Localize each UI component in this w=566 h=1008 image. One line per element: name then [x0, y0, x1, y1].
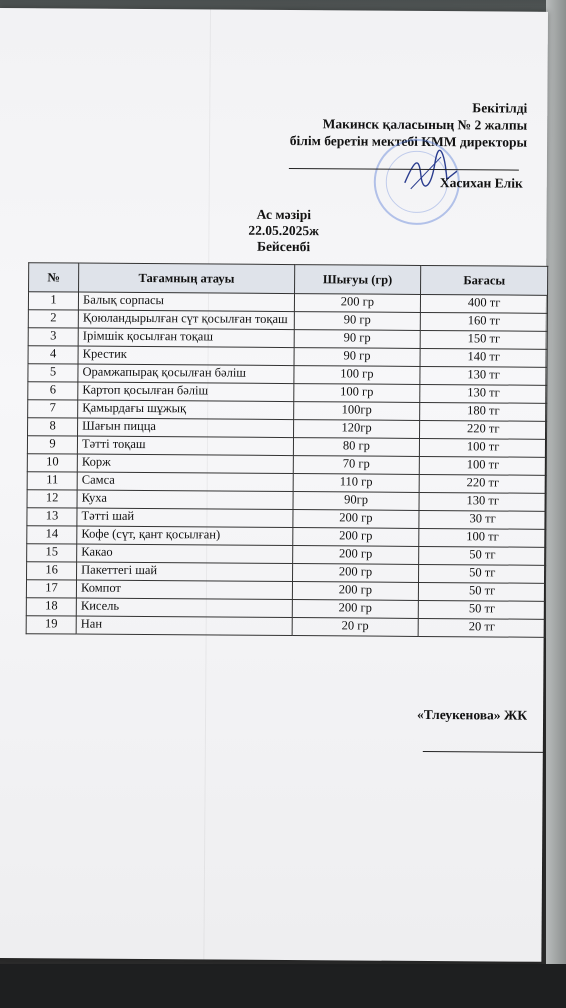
- item-name: Балық сорпасы: [78, 292, 294, 312]
- item-price: 50 тг: [419, 564, 546, 583]
- item-price: 130 тг: [420, 366, 547, 385]
- item-price: 180 тг: [420, 402, 547, 421]
- row-number: 18: [26, 598, 76, 616]
- item-name: Кисель: [76, 598, 292, 618]
- item-price: 400 тг: [421, 294, 548, 313]
- item-price: 140 тг: [420, 348, 547, 367]
- row-number: 14: [27, 526, 77, 544]
- menu-table: [26, 262, 549, 638]
- item-price: 50 тг: [419, 582, 546, 601]
- item-yield: 200 гр: [292, 564, 419, 583]
- item-yield: 90 гр: [294, 330, 421, 349]
- row-number: 3: [28, 328, 78, 346]
- item-name: Қоюландырылған сүт қосылған тоқаш: [78, 310, 294, 330]
- item-price: 220 тг: [419, 474, 546, 493]
- menu-heading: [248, 207, 319, 255]
- item-name: Тәтті тоқаш: [77, 436, 293, 456]
- item-name: Нан: [76, 616, 292, 636]
- row-number: 1: [28, 292, 78, 310]
- row-number: 19: [26, 616, 76, 634]
- row-number: 4: [28, 346, 78, 364]
- row-number: 2: [28, 310, 78, 328]
- item-price: 220 тг: [420, 420, 547, 439]
- item-yield: 90гр: [293, 492, 420, 511]
- item-yield: 20 гр: [292, 618, 419, 637]
- item-name: Кофе (сүт, қант қосылған): [77, 526, 293, 546]
- item-price: 130 тг: [420, 384, 547, 403]
- item-name: Ірімшік қосылған тоқаш: [78, 328, 294, 348]
- menu-date: 22.05.2025ж: [248, 222, 320, 239]
- row-number: 16: [27, 562, 77, 580]
- item-price: 30 тг: [419, 510, 546, 529]
- row-number: 10: [27, 454, 77, 472]
- item-name: Орамжапырақ қосылған бәліш: [78, 364, 294, 384]
- item-name: Пакеттегі шай: [77, 562, 293, 582]
- background-bottom: [0, 964, 566, 1008]
- row-number: 8: [28, 418, 78, 436]
- school-line-2: білім беретін мектебі КММ директоры: [289, 133, 528, 150]
- column-header-name: Тағамның атауы: [79, 263, 295, 294]
- company-signature-line: [423, 751, 545, 753]
- item-name: Крестик: [78, 346, 294, 366]
- item-yield: 200 гр: [292, 510, 419, 529]
- table-body: [26, 292, 547, 638]
- item-name: Корж: [77, 454, 293, 474]
- row-number: 15: [27, 544, 77, 562]
- row-number: 11: [27, 472, 77, 490]
- menu-weekday: Бейсенбі: [256, 238, 311, 255]
- item-name: Компот: [76, 580, 292, 600]
- row-number: 9: [27, 436, 77, 454]
- item-yield: 80 гр: [293, 438, 420, 457]
- column-header-price: Бағасы: [421, 265, 548, 295]
- background-right: [546, 0, 566, 1008]
- row-number: 7: [28, 400, 78, 418]
- row-number: 13: [27, 508, 77, 526]
- item-name: Тәтті шай: [77, 508, 293, 528]
- menu-title: Ас мәзірі: [256, 206, 312, 223]
- company-name: «Тлеукенова» ЖК: [417, 706, 528, 723]
- item-price: 100 тг: [420, 438, 547, 457]
- item-yield: 200 гр: [292, 528, 419, 547]
- item-yield: 100 гр: [293, 366, 420, 385]
- item-price: 50 тг: [419, 600, 546, 619]
- item-price: 100 тг: [420, 456, 547, 475]
- item-yield: 200 гр: [292, 582, 419, 601]
- item-price: 160 тг: [421, 312, 548, 331]
- table-header-row: [29, 263, 548, 296]
- item-price: 20 тг: [418, 618, 545, 637]
- item-name: Картоп қосылған бәліш: [78, 382, 294, 402]
- item-name: Какао: [77, 544, 293, 564]
- item-yield: 90 гр: [294, 348, 421, 367]
- item-name: Қамырдағы шұжық: [78, 400, 294, 420]
- item-yield: 200 гр: [292, 546, 419, 565]
- table-row: [26, 616, 545, 638]
- item-yield: 90 гр: [294, 312, 421, 331]
- item-yield: 100 гр: [293, 384, 420, 403]
- item-yield: 200 гр: [294, 294, 421, 313]
- approved-label: Бекітілді: [472, 100, 528, 116]
- item-yield: 120гр: [293, 420, 420, 439]
- item-price: 150 тг: [420, 330, 547, 349]
- column-header-number: №: [29, 263, 79, 292]
- row-number: 12: [27, 490, 77, 508]
- item-yield: 110 гр: [293, 474, 420, 493]
- row-number: 6: [28, 382, 78, 400]
- item-price: 130 тг: [419, 492, 546, 511]
- row-number: 17: [26, 580, 76, 598]
- item-yield: 100гр: [293, 402, 420, 421]
- school-line-1: Макинск қаласының № 2 жалпы: [322, 116, 528, 133]
- item-name: Куха: [77, 490, 293, 510]
- director-name: Хасихан Елік: [439, 175, 523, 191]
- item-price: 100 тг: [419, 528, 546, 547]
- item-name: Шағын пицца: [78, 418, 294, 438]
- item-yield: 200 гр: [292, 600, 419, 619]
- item-name: Самса: [77, 472, 293, 492]
- item-yield: 70 гр: [293, 456, 420, 475]
- column-header-yield: Шығуы (гр): [294, 265, 421, 295]
- row-number: 5: [28, 364, 78, 382]
- item-price: 50 тг: [419, 546, 546, 565]
- document-page: [0, 8, 548, 962]
